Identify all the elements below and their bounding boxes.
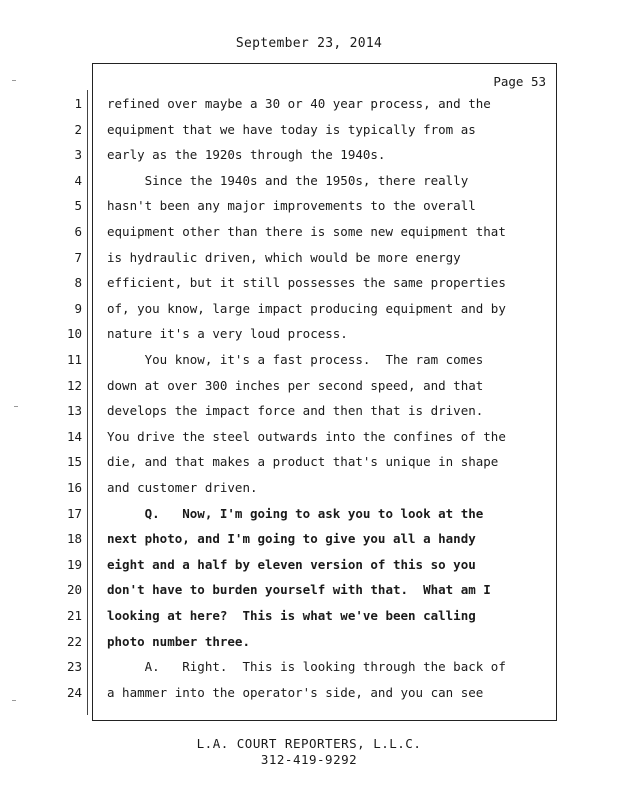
- transcript-line: [0, 527, 618, 551]
- line-number: 2: [74, 121, 82, 137]
- line-number: 18: [66, 531, 82, 547]
- transcript-line: [0, 374, 618, 398]
- transcript-line: [0, 655, 618, 679]
- line-number: 16: [66, 480, 82, 495]
- line-text: refined over maybe a 30 or 40 year process, and the: [107, 96, 491, 111]
- line-text: equipment other than there is some new equipment that: [107, 224, 506, 239]
- transcript-line: [0, 322, 618, 346]
- transcript-line: [0, 681, 618, 705]
- transcript-line: [0, 578, 618, 602]
- line-text: A. Right. This is looking through the back of: [107, 659, 506, 675]
- line-text: of, you know, large impact producing equipment and by: [107, 300, 506, 316]
- transcript-line: [0, 220, 618, 244]
- line-number: 9: [74, 300, 82, 316]
- line-text: a hammer into the operator's side, and you can see: [107, 684, 484, 700]
- line-text: Since the 1940s and the 1950s, there really: [107, 172, 469, 188]
- transcript-line: [0, 348, 618, 372]
- line-number: 11: [66, 352, 82, 367]
- line-number: 21: [66, 608, 82, 623]
- scan-speck: [14, 406, 18, 407]
- court-reporter-name: L.A. COURT REPORTERS, L.L.C.: [196, 736, 422, 751]
- line-text: early as the 1920s through the 1940s.: [107, 147, 386, 163]
- court-reporter-phone: 312-419-9292: [260, 752, 358, 767]
- transcript-date: September 23, 2014: [235, 36, 383, 51]
- line-text: You know, it's a fast process. The ram comes: [107, 352, 484, 367]
- line-text: looking at here? This is what we've been calling: [107, 608, 476, 623]
- transcript-line: [0, 425, 618, 449]
- transcript-line: [0, 502, 618, 526]
- line-text: don't have to burden yourself with that. What am I: [107, 582, 491, 598]
- line-text: develops the impact force and then that is driven.: [107, 403, 484, 419]
- line-number: 22: [66, 633, 82, 649]
- transcript-line: [0, 118, 618, 142]
- line-text: down at over 300 inches per second speed, and that: [107, 377, 484, 393]
- line-number: 3: [74, 147, 82, 163]
- transcript-line: [0, 450, 618, 474]
- line-text: Q. Now, I'm going to ask you to look at the: [107, 505, 484, 521]
- line-number: 10: [66, 326, 82, 342]
- page-number: Page 53: [493, 74, 546, 89]
- scan-speck: [12, 700, 16, 701]
- line-text: equipment that we have today is typically from as: [107, 121, 476, 137]
- line-text: next photo, and I'm going to give you all a handy: [107, 531, 476, 547]
- line-number: 13: [66, 403, 82, 419]
- line-text: is hydraulic driven, which would be more energy: [107, 249, 461, 265]
- transcript-line: [0, 169, 618, 193]
- transcript-line: [0, 271, 618, 295]
- line-text: You drive the steel outwards into the confines of the: [107, 428, 506, 444]
- line-number: 12: [66, 377, 82, 393]
- line-text: eight and a half by eleven version of this so you: [107, 556, 476, 572]
- transcript-line: [0, 194, 618, 218]
- transcript-line: [0, 399, 618, 423]
- transcript-line: [0, 246, 618, 270]
- line-number: 20: [66, 582, 82, 598]
- line-number: 6: [74, 224, 82, 239]
- transcript-line: [0, 297, 618, 321]
- line-text: hasn't been any major improvements to the overall: [107, 198, 476, 214]
- transcript-line: [0, 92, 618, 116]
- line-number: 24: [66, 684, 82, 700]
- line-number: 1: [74, 96, 82, 111]
- line-number: 15: [66, 454, 82, 470]
- line-number: 7: [74, 249, 82, 265]
- line-text: photo number three.: [107, 633, 250, 649]
- line-number: 17: [66, 505, 82, 521]
- line-text: and customer driven.: [107, 480, 258, 495]
- line-number: 8: [74, 275, 82, 291]
- transcript-line: [0, 143, 618, 167]
- transcript-line: [0, 553, 618, 577]
- line-number: 4: [74, 172, 82, 188]
- line-number: 19: [66, 556, 82, 572]
- line-number: 5: [74, 198, 82, 214]
- line-text: nature it's a very loud process.: [107, 326, 348, 342]
- line-text: efficient, but it still possesses the same properties: [107, 275, 506, 291]
- line-number: 23: [66, 659, 82, 675]
- transcript-line: [0, 604, 618, 628]
- scan-speck: [12, 80, 16, 81]
- transcript-line: [0, 630, 618, 654]
- line-number: 14: [66, 428, 82, 444]
- line-text: die, and that makes a product that's unique in shape: [107, 454, 499, 470]
- transcript-line: [0, 476, 618, 500]
